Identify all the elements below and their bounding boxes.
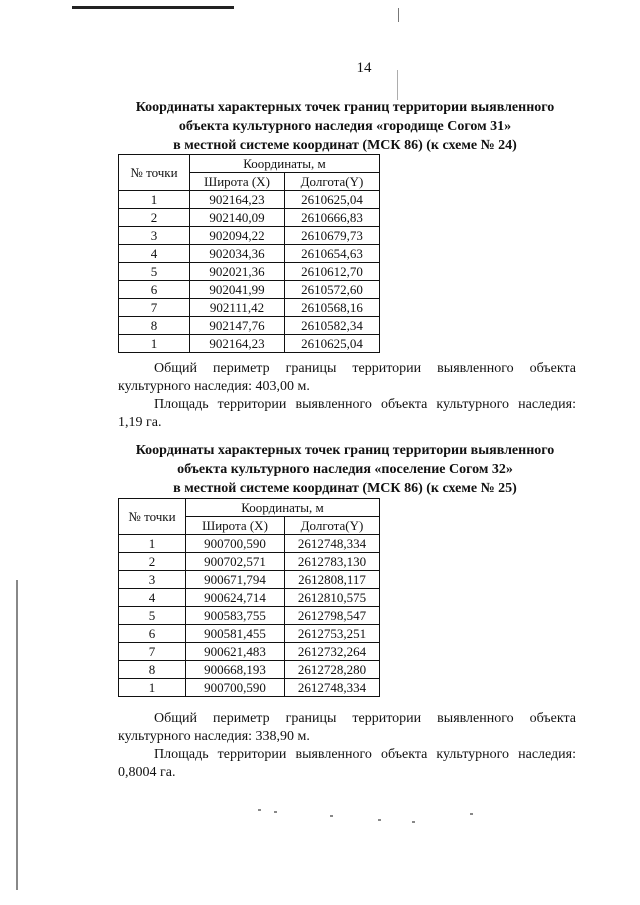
table-row bbox=[119, 589, 380, 607]
col-header-y: Долгота(Y) bbox=[285, 517, 380, 535]
cell-y: 2612748,334 bbox=[285, 679, 380, 697]
col-header-point: № точки bbox=[119, 499, 186, 535]
table-row bbox=[119, 317, 380, 335]
cell-y: 2610572,60 bbox=[285, 281, 380, 299]
col-header-x: Широта (X) bbox=[190, 173, 285, 191]
cell-y: 2612798,547 bbox=[285, 607, 380, 625]
cell-x: 900583,755 bbox=[186, 607, 285, 625]
cell-x: 900668,193 bbox=[186, 661, 285, 679]
cell-point: 6 bbox=[119, 625, 186, 643]
cell-x: 902021,36 bbox=[190, 263, 285, 281]
cell-point: 6 bbox=[119, 281, 190, 299]
col-header-x: Широта (X) bbox=[186, 517, 285, 535]
cell-point: 2 bbox=[119, 209, 190, 227]
coordinates-table-1 bbox=[118, 154, 380, 353]
table-row bbox=[119, 191, 380, 209]
cell-x: 900700,590 bbox=[186, 535, 285, 553]
cell-point: 1 bbox=[119, 535, 186, 553]
table-row bbox=[119, 281, 380, 299]
section-1-perimeter: Общий периметр границы территории выявленного объекта культурного наследия: 403,00 м. bbox=[118, 361, 576, 394]
cell-y: 2612783,130 bbox=[285, 553, 380, 571]
section-1-heading bbox=[110, 98, 580, 155]
table-row bbox=[119, 553, 380, 571]
cell-point: 7 bbox=[119, 643, 186, 661]
cell-x: 902164,23 bbox=[190, 191, 285, 209]
cell-point: 5 bbox=[119, 263, 190, 281]
table-header-row bbox=[119, 155, 380, 173]
cell-y: 2612748,334 bbox=[285, 535, 380, 553]
page-number: 14 bbox=[356, 60, 372, 76]
cell-x: 902034,36 bbox=[190, 245, 285, 263]
heading-line: в местной системе координат (МСК 86) (к схеме № 24) bbox=[173, 138, 517, 153]
cell-x: 900671,794 bbox=[186, 571, 285, 589]
heading-line: в местной системе координат (МСК 86) (к схеме № 25) bbox=[173, 481, 517, 496]
cell-y: 2612728,280 bbox=[285, 661, 380, 679]
heading-line: Координаты характерных точек границ территории выявленного bbox=[135, 100, 555, 115]
cell-point: 2 bbox=[119, 553, 186, 571]
cell-point: 1 bbox=[119, 191, 190, 209]
table-row bbox=[119, 607, 380, 625]
cell-y: 2610612,70 bbox=[285, 263, 380, 281]
cell-point: 5 bbox=[119, 607, 186, 625]
table-row bbox=[119, 679, 380, 697]
table-row bbox=[119, 571, 380, 589]
section-1-area: Площадь территории выявленного объекта культурного наследия: 1,19 га. bbox=[118, 397, 576, 430]
cell-x: 902111,42 bbox=[190, 299, 285, 317]
cell-x: 900700,590 bbox=[186, 679, 285, 697]
cell-point: 3 bbox=[119, 571, 186, 589]
table-row bbox=[119, 245, 380, 263]
cell-point: 1 bbox=[119, 335, 190, 353]
table-row bbox=[119, 625, 380, 643]
table-row bbox=[119, 643, 380, 661]
cell-x: 902140,09 bbox=[190, 209, 285, 227]
cell-y: 2610582,34 bbox=[285, 317, 380, 335]
cell-y: 2612810,575 bbox=[285, 589, 380, 607]
heading-line: объекта культурного наследия «городище Согом 31» bbox=[178, 119, 512, 134]
col-header-y: Долгота(Y) bbox=[285, 173, 380, 191]
cell-y: 2610666,83 bbox=[285, 209, 380, 227]
cell-x: 900624,714 bbox=[186, 589, 285, 607]
cell-x: 902094,22 bbox=[190, 227, 285, 245]
cell-point: 1 bbox=[119, 679, 186, 697]
coordinates-table-2 bbox=[118, 498, 380, 697]
cell-y: 2610625,04 bbox=[285, 191, 380, 209]
scan-artifact-tick bbox=[398, 8, 399, 22]
table-row bbox=[119, 209, 380, 227]
col-header-coords: Координаты, м bbox=[190, 155, 380, 173]
cell-x: 900621,483 bbox=[186, 643, 285, 661]
section-2-area: Площадь территории выявленного объекта культурного наследия: 0,8004 га. bbox=[118, 747, 576, 780]
cell-point: 4 bbox=[119, 589, 186, 607]
col-header-point: № точки bbox=[119, 155, 190, 191]
table-row bbox=[119, 227, 380, 245]
cell-y: 2610625,04 bbox=[285, 335, 380, 353]
col-header-coords: Координаты, м bbox=[186, 499, 380, 517]
scan-artifact-specks bbox=[0, 807, 640, 827]
table-row bbox=[119, 661, 380, 679]
scan-artifact-line bbox=[72, 6, 234, 9]
section-2-perimeter: Общий периметр границы территории выявленного объекта культурного наследия: 338,90 м. bbox=[118, 711, 576, 744]
heading-line: Координаты характерных точек границ территории выявленного bbox=[135, 443, 555, 458]
cell-point: 8 bbox=[119, 317, 190, 335]
cell-point: 4 bbox=[119, 245, 190, 263]
table-row bbox=[119, 335, 380, 353]
cell-x: 902041,99 bbox=[190, 281, 285, 299]
table-header-row bbox=[119, 499, 380, 517]
cell-x: 900702,571 bbox=[186, 553, 285, 571]
table-row bbox=[119, 263, 380, 281]
cell-x: 900581,455 bbox=[186, 625, 285, 643]
cell-point: 8 bbox=[119, 661, 186, 679]
cell-y: 2610679,73 bbox=[285, 227, 380, 245]
scan-artifact-margin-line bbox=[16, 580, 18, 890]
cell-y: 2612732,264 bbox=[285, 643, 380, 661]
heading-line: объекта культурного наследия «поселение Согом 32» bbox=[177, 462, 513, 477]
cell-x: 902164,23 bbox=[190, 335, 285, 353]
table-row bbox=[119, 535, 380, 553]
cell-point: 7 bbox=[119, 299, 190, 317]
table-row bbox=[119, 299, 380, 317]
cell-y: 2610654,63 bbox=[285, 245, 380, 263]
cell-y: 2612753,251 bbox=[285, 625, 380, 643]
cell-point: 3 bbox=[119, 227, 190, 245]
cell-x: 902147,76 bbox=[190, 317, 285, 335]
cell-y: 2610568,16 bbox=[285, 299, 380, 317]
section-2-heading bbox=[110, 441, 580, 498]
cell-y: 2612808,117 bbox=[285, 571, 380, 589]
